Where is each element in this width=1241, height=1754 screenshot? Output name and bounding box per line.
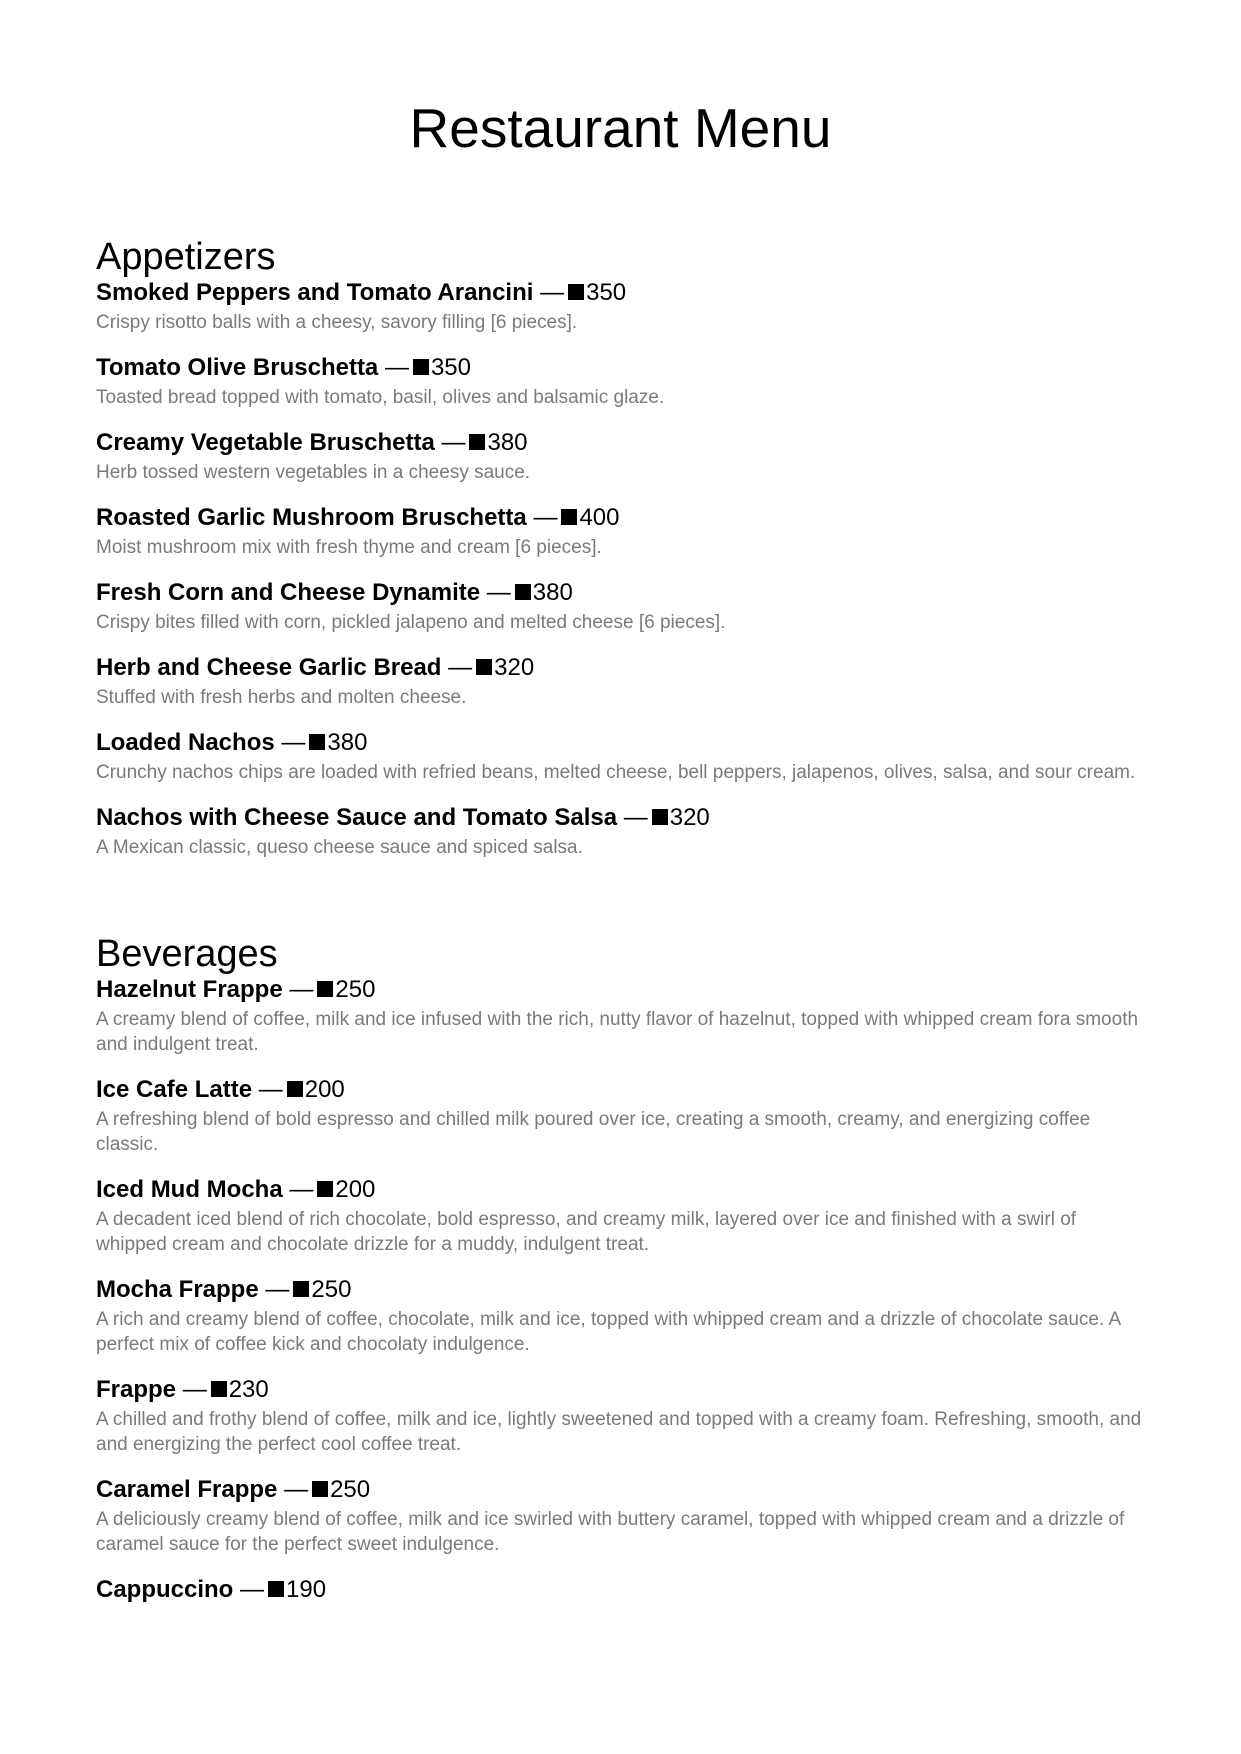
menu-item-price: 320 [669,804,710,831]
menu-item-line [96,1275,1156,1305]
menu-item [96,728,1156,785]
menu-item-description: Stuffed with fresh herbs and molten cheese. [96,687,467,708]
menu-item-description: A refreshing blend of bold espresso and chilled milk poured over ice, creating a smooth, creamy, and energizing coffee classic. [96,1109,1091,1155]
price-separator: — [284,1476,309,1503]
menu-item-price: 200 [304,1076,345,1103]
menu-item-name: Cappuccino [96,1576,234,1603]
menu-item-description: Herb tossed western vegetables in a cheesy sauce. [96,462,531,483]
currency-square-icon [312,1481,328,1497]
price-separator: — [289,1176,314,1203]
menu-item [96,353,1156,410]
menu-item-description: Moist mushroom mix with fresh thyme and cream [6 pieces]. [96,537,602,558]
menu-item [96,1375,1156,1457]
menu-item-name: Tomato Olive Bruschetta [96,354,379,381]
currency-square-icon [568,284,584,300]
price-separator: — [540,279,565,306]
price-separator: — [289,976,314,1003]
menu-item-description: Crispy bites filled with corn, pickled jalapeno and melted cheese [6 pieces]. [96,612,726,633]
menu-item-price: 250 [311,1276,352,1303]
price-separator: — [281,729,306,756]
menu-item-name: Loaded Nachos [96,729,275,756]
price-separator: — [448,654,473,681]
menu-item [96,653,1156,710]
menu-item [96,1275,1156,1357]
menu-item-line [96,1475,1156,1505]
price-separator: — [258,1076,283,1103]
menu-item-list [96,975,1156,1605]
menu-item [96,1575,1156,1605]
price-separator: — [623,804,648,831]
menu-item-name: Creamy Vegetable Bruschetta [96,429,435,456]
menu-item [96,1075,1156,1157]
currency-square-icon [293,1281,309,1297]
menu-item [96,803,1156,860]
menu-item-line [96,1375,1156,1405]
menu-item [96,578,1156,635]
menu-item-price: 200 [335,1176,376,1203]
currency-square-icon [317,1181,333,1197]
menu-item-line [96,1075,1156,1105]
menu-item-line [96,428,1156,458]
currency-square-icon [268,1581,284,1597]
page-title: Restaurant Menu [409,97,832,159]
menu-item-name: Caramel Frappe [96,1476,278,1503]
menu-item-line [96,975,1156,1005]
section-beverages [96,933,1156,1623]
menu-item-description: Toasted bread topped with tomato, basil, olives and balsamic glaze. [96,387,665,408]
menu-item [96,278,1156,335]
price-separator: — [533,504,558,531]
menu-item-line [96,803,1156,833]
menu-item-list [96,278,1156,860]
currency-square-icon [652,809,668,825]
menu-item-line [96,1175,1156,1205]
menu-item-name: Iced Mud Mocha [96,1176,283,1203]
menu-item-line [96,578,1156,608]
menu-item-price: 350 [430,354,471,381]
menu-item [96,1475,1156,1557]
menu-item [96,503,1156,560]
currency-square-icon [476,659,492,675]
menu-item-description: A decadent iced blend of rich chocolate, bold espresso, and creamy milk, layered over ice and finished with a swirl of whipped cream and chocolate drizzle for a muddy, indulgent treat. [96,1209,1077,1255]
price-separator: — [240,1576,265,1603]
menu-item-line [96,728,1156,758]
menu-item-price: 380 [327,729,368,756]
menu-item-price: 320 [494,654,535,681]
menu-item-price: 380 [532,579,573,606]
menu-item-description: A Mexican classic, queso cheese sauce and spiced salsa. [96,837,583,858]
currency-square-icon [317,981,333,997]
menu-item-price: 400 [579,504,620,531]
menu-item-name: Mocha Frappe [96,1276,259,1303]
menu-item-price: 230 [228,1376,269,1403]
price-separator: — [486,579,511,606]
currency-square-icon [561,509,577,525]
currency-square-icon [469,434,485,450]
currency-square-icon [287,1081,303,1097]
menu-item-price: 380 [487,429,528,456]
menu-item-price: 350 [586,279,627,306]
menu-item-name: Herb and Cheese Garlic Bread [96,654,442,681]
menu-item [96,428,1156,485]
menu-item-line [96,353,1156,383]
menu-item-line [96,653,1156,683]
menu-item-description: Crispy risotto balls with a cheesy, savory filling [6 pieces]. [96,312,578,333]
menu-item-name: Hazelnut Frappe [96,976,283,1003]
menu-item-name: Ice Cafe Latte [96,1076,253,1103]
menu-item-description: Crunchy nachos chips are loaded with refried beans, melted cheese, bell peppers, jalapenos, olives, salsa, and sour cream. [96,762,1136,783]
section-heading: Appetizers [96,236,276,278]
price-separator: — [265,1276,290,1303]
menu-item-line [96,1575,1156,1605]
menu-item [96,1175,1156,1257]
menu-item-name: Smoked Peppers and Tomato Arancini [96,279,534,306]
menu-item-description: A chilled and frothy blend of coffee, milk and ice, lightly sweetened and topped with a creamy foam. Refreshing, smooth, and and energizing the perfect cool coffee treat. [96,1409,1142,1455]
currency-square-icon [515,584,531,600]
menu-item-price: 250 [330,1476,371,1503]
menu-item-description: A rich and creamy blend of coffee, chocolate, milk and ice, topped with whipped cream and a drizzle of chocolate sauce. A perfect mix of coffee kick and chocolaty indulgence. [96,1309,1121,1355]
price-separator: — [384,354,409,381]
currency-square-icon [309,734,325,750]
menu-item-description: A creamy blend of coffee, milk and ice infused with the rich, nutty flavor of hazelnut, topped with whipped cream fora smooth and indulgent treat. [96,1009,1139,1055]
menu-item [96,975,1156,1057]
menu-item-line [96,278,1156,308]
currency-square-icon [413,359,429,375]
currency-square-icon [211,1381,227,1397]
price-separator: — [441,429,466,456]
price-separator: — [182,1376,207,1403]
menu-item-name: Frappe [96,1376,177,1403]
menu-item-description: A deliciously creamy blend of coffee, milk and ice swirled with buttery caramel, topped with whipped cream and a drizzle of caramel sauce for the perfect sweet indulgence. [96,1509,1125,1555]
menu-item-name: Nachos with Cheese Sauce and Tomato Salsa [96,804,618,831]
menu-item-price: 250 [335,976,376,1003]
menu-item-name: Fresh Corn and Cheese Dynamite [96,579,481,606]
section-appetizers [96,236,1156,878]
menu-item-name: Roasted Garlic Mushroom Bruschetta [96,504,527,531]
menu-item-price: 190 [286,1576,327,1603]
section-heading: Beverages [96,933,278,975]
menu-item-line [96,503,1156,533]
